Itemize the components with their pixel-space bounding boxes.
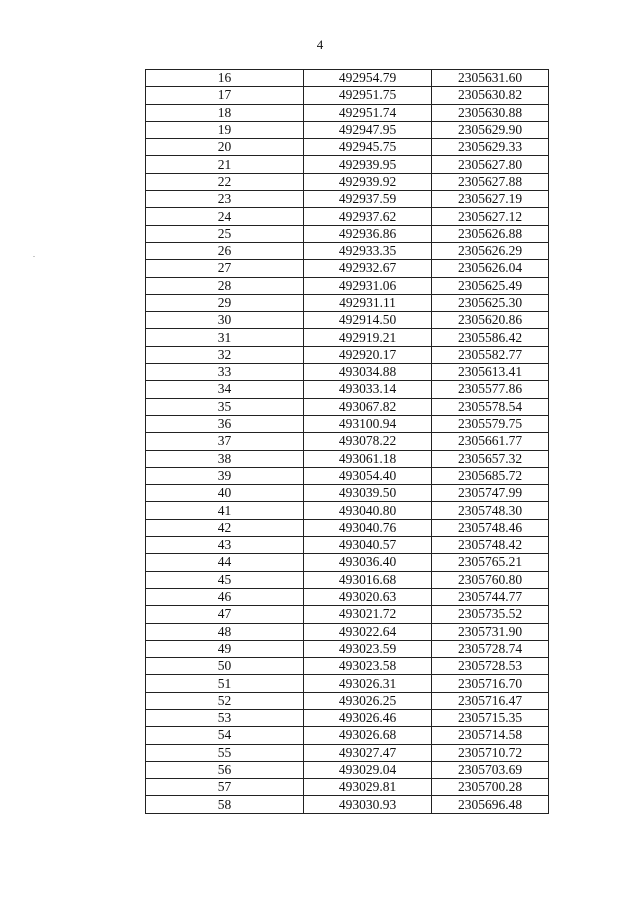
x-coordinate-cell: 493030.93 — [304, 796, 432, 813]
y-coordinate-cell: 2305613.41 — [432, 364, 549, 381]
y-coordinate-cell: 2305748.30 — [432, 502, 549, 519]
y-coordinate-cell: 2305586.42 — [432, 329, 549, 346]
table-row — [146, 312, 549, 329]
y-coordinate-cell: 2305700.28 — [432, 779, 549, 796]
point-number-cell: 19 — [146, 121, 304, 138]
table-row — [146, 692, 549, 709]
y-coordinate-cell: 2305579.75 — [432, 415, 549, 432]
point-number-cell: 17 — [146, 87, 304, 104]
point-number-cell: 51 — [146, 675, 304, 692]
table-row — [146, 571, 549, 588]
y-coordinate-cell: 2305716.70 — [432, 675, 549, 692]
table-row — [146, 70, 549, 87]
x-coordinate-cell: 493034.88 — [304, 364, 432, 381]
x-coordinate-cell: 493021.72 — [304, 606, 432, 623]
y-coordinate-cell: 2305578.54 — [432, 398, 549, 415]
point-number-cell: 37 — [146, 433, 304, 450]
point-number-cell: 47 — [146, 606, 304, 623]
point-number-cell: 41 — [146, 502, 304, 519]
table-row — [146, 640, 549, 657]
x-coordinate-cell: 493029.81 — [304, 779, 432, 796]
table-row — [146, 519, 549, 536]
x-coordinate-cell: 493054.40 — [304, 467, 432, 484]
y-coordinate-cell: 2305627.88 — [432, 173, 549, 190]
x-coordinate-cell: 492939.95 — [304, 156, 432, 173]
point-number-cell: 48 — [146, 623, 304, 640]
x-coordinate-cell: 493020.63 — [304, 588, 432, 605]
table-row — [146, 173, 549, 190]
point-number-cell: 26 — [146, 242, 304, 259]
y-coordinate-cell: 2305582.77 — [432, 346, 549, 363]
table-row — [146, 623, 549, 640]
x-coordinate-cell: 493026.31 — [304, 675, 432, 692]
table-row — [146, 104, 549, 121]
table-row — [146, 588, 549, 605]
y-coordinate-cell: 2305696.48 — [432, 796, 549, 813]
point-number-cell: 46 — [146, 588, 304, 605]
point-number-cell: 58 — [146, 796, 304, 813]
y-coordinate-cell: 2305631.60 — [432, 70, 549, 87]
point-number-cell: 54 — [146, 727, 304, 744]
coordinates-table — [145, 69, 549, 814]
point-number-cell: 38 — [146, 450, 304, 467]
x-coordinate-cell: 493033.14 — [304, 381, 432, 398]
table-row — [146, 139, 549, 156]
point-number-cell: 43 — [146, 537, 304, 554]
point-number-cell: 39 — [146, 467, 304, 484]
x-coordinate-cell: 493023.58 — [304, 658, 432, 675]
point-number-cell: 31 — [146, 329, 304, 346]
point-number-cell: 33 — [146, 364, 304, 381]
y-coordinate-cell: 2305629.90 — [432, 121, 549, 138]
point-number-cell: 16 — [146, 70, 304, 87]
x-coordinate-cell: 492937.59 — [304, 191, 432, 208]
table-row — [146, 156, 549, 173]
x-coordinate-cell: 492937.62 — [304, 208, 432, 225]
point-number-cell: 25 — [146, 225, 304, 242]
table-row — [146, 450, 549, 467]
table-row — [146, 346, 549, 363]
x-coordinate-cell: 492931.06 — [304, 277, 432, 294]
point-number-cell: 45 — [146, 571, 304, 588]
y-coordinate-cell: 2305577.86 — [432, 381, 549, 398]
margin-mark — [33, 256, 35, 257]
x-coordinate-cell: 492951.75 — [304, 87, 432, 104]
table-row — [146, 208, 549, 225]
table-row — [146, 415, 549, 432]
page-number: 4 — [316, 37, 324, 52]
x-coordinate-cell: 493061.18 — [304, 450, 432, 467]
y-coordinate-cell: 2305630.82 — [432, 87, 549, 104]
y-coordinate-cell: 2305627.80 — [432, 156, 549, 173]
x-coordinate-cell: 492954.79 — [304, 70, 432, 87]
y-coordinate-cell: 2305657.32 — [432, 450, 549, 467]
y-coordinate-cell: 2305629.33 — [432, 139, 549, 156]
x-coordinate-cell: 492919.21 — [304, 329, 432, 346]
point-number-cell: 32 — [146, 346, 304, 363]
y-coordinate-cell: 2305626.29 — [432, 242, 549, 259]
table-row — [146, 727, 549, 744]
y-coordinate-cell: 2305748.46 — [432, 519, 549, 536]
x-coordinate-cell: 492945.75 — [304, 139, 432, 156]
x-coordinate-cell: 493016.68 — [304, 571, 432, 588]
table-row — [146, 294, 549, 311]
point-number-cell: 34 — [146, 381, 304, 398]
table-row — [146, 744, 549, 761]
point-number-cell: 52 — [146, 692, 304, 709]
y-coordinate-cell: 2305760.80 — [432, 571, 549, 588]
point-number-cell: 27 — [146, 260, 304, 277]
point-number-cell: 35 — [146, 398, 304, 415]
point-number-cell: 28 — [146, 277, 304, 294]
table-row — [146, 225, 549, 242]
x-coordinate-cell: 493067.82 — [304, 398, 432, 415]
y-coordinate-cell: 2305728.74 — [432, 640, 549, 657]
table-row — [146, 277, 549, 294]
x-coordinate-cell: 493027.47 — [304, 744, 432, 761]
x-coordinate-cell: 493040.57 — [304, 537, 432, 554]
point-number-cell: 40 — [146, 485, 304, 502]
table-row — [146, 329, 549, 346]
point-number-cell: 22 — [146, 173, 304, 190]
y-coordinate-cell: 2305626.04 — [432, 260, 549, 277]
x-coordinate-cell: 492951.74 — [304, 104, 432, 121]
table-row — [146, 467, 549, 484]
table-row — [146, 761, 549, 778]
y-coordinate-cell: 2305716.47 — [432, 692, 549, 709]
x-coordinate-cell: 492932.67 — [304, 260, 432, 277]
table-row — [146, 260, 549, 277]
x-coordinate-cell: 493078.22 — [304, 433, 432, 450]
y-coordinate-cell: 2305685.72 — [432, 467, 549, 484]
y-coordinate-cell: 2305714.58 — [432, 727, 549, 744]
point-number-cell: 53 — [146, 709, 304, 726]
point-number-cell: 36 — [146, 415, 304, 432]
point-number-cell: 30 — [146, 312, 304, 329]
table-row — [146, 121, 549, 138]
point-number-cell: 20 — [146, 139, 304, 156]
x-coordinate-cell: 493029.04 — [304, 761, 432, 778]
x-coordinate-cell: 493039.50 — [304, 485, 432, 502]
table-row — [146, 606, 549, 623]
x-coordinate-cell: 493026.46 — [304, 709, 432, 726]
y-coordinate-cell: 2305765.21 — [432, 554, 549, 571]
table-row — [146, 485, 549, 502]
y-coordinate-cell: 2305748.42 — [432, 537, 549, 554]
point-number-cell: 42 — [146, 519, 304, 536]
x-coordinate-cell: 492920.17 — [304, 346, 432, 363]
x-coordinate-cell: 493100.94 — [304, 415, 432, 432]
table-row — [146, 87, 549, 104]
y-coordinate-cell: 2305735.52 — [432, 606, 549, 623]
point-number-cell: 23 — [146, 191, 304, 208]
table-row — [146, 191, 549, 208]
y-coordinate-cell: 2305661.77 — [432, 433, 549, 450]
y-coordinate-cell: 2305715.35 — [432, 709, 549, 726]
point-number-cell: 49 — [146, 640, 304, 657]
y-coordinate-cell: 2305710.72 — [432, 744, 549, 761]
y-coordinate-cell: 2305625.30 — [432, 294, 549, 311]
table-row — [146, 364, 549, 381]
table-row — [146, 502, 549, 519]
table-row — [146, 433, 549, 450]
x-coordinate-cell: 492936.86 — [304, 225, 432, 242]
coordinates-table-body — [146, 70, 549, 814]
x-coordinate-cell: 493026.68 — [304, 727, 432, 744]
point-number-cell: 18 — [146, 104, 304, 121]
y-coordinate-cell: 2305728.53 — [432, 658, 549, 675]
y-coordinate-cell: 2305625.49 — [432, 277, 549, 294]
table-row — [146, 398, 549, 415]
x-coordinate-cell: 493036.40 — [304, 554, 432, 571]
y-coordinate-cell: 2305626.88 — [432, 225, 549, 242]
table-row — [146, 796, 549, 813]
x-coordinate-cell: 492947.95 — [304, 121, 432, 138]
x-coordinate-cell: 493023.59 — [304, 640, 432, 657]
table-row — [146, 537, 549, 554]
table-row — [146, 658, 549, 675]
x-coordinate-cell: 493026.25 — [304, 692, 432, 709]
x-coordinate-cell: 492931.11 — [304, 294, 432, 311]
y-coordinate-cell: 2305627.12 — [432, 208, 549, 225]
point-number-cell: 29 — [146, 294, 304, 311]
table-row — [146, 709, 549, 726]
point-number-cell: 21 — [146, 156, 304, 173]
point-number-cell: 24 — [146, 208, 304, 225]
x-coordinate-cell: 493040.76 — [304, 519, 432, 536]
x-coordinate-cell: 492933.35 — [304, 242, 432, 259]
point-number-cell: 50 — [146, 658, 304, 675]
y-coordinate-cell: 2305620.86 — [432, 312, 549, 329]
x-coordinate-cell: 492914.50 — [304, 312, 432, 329]
y-coordinate-cell: 2305744.77 — [432, 588, 549, 605]
table-row — [146, 242, 549, 259]
y-coordinate-cell: 2305731.90 — [432, 623, 549, 640]
x-coordinate-cell: 492939.92 — [304, 173, 432, 190]
point-number-cell: 56 — [146, 761, 304, 778]
point-number-cell: 44 — [146, 554, 304, 571]
x-coordinate-cell: 493022.64 — [304, 623, 432, 640]
y-coordinate-cell: 2305747.99 — [432, 485, 549, 502]
point-number-cell: 57 — [146, 779, 304, 796]
table-row — [146, 779, 549, 796]
y-coordinate-cell: 2305703.69 — [432, 761, 549, 778]
y-coordinate-cell: 2305630.88 — [432, 104, 549, 121]
x-coordinate-cell: 493040.80 — [304, 502, 432, 519]
table-row — [146, 675, 549, 692]
table-row — [146, 381, 549, 398]
table-row — [146, 554, 549, 571]
point-number-cell: 55 — [146, 744, 304, 761]
y-coordinate-cell: 2305627.19 — [432, 191, 549, 208]
